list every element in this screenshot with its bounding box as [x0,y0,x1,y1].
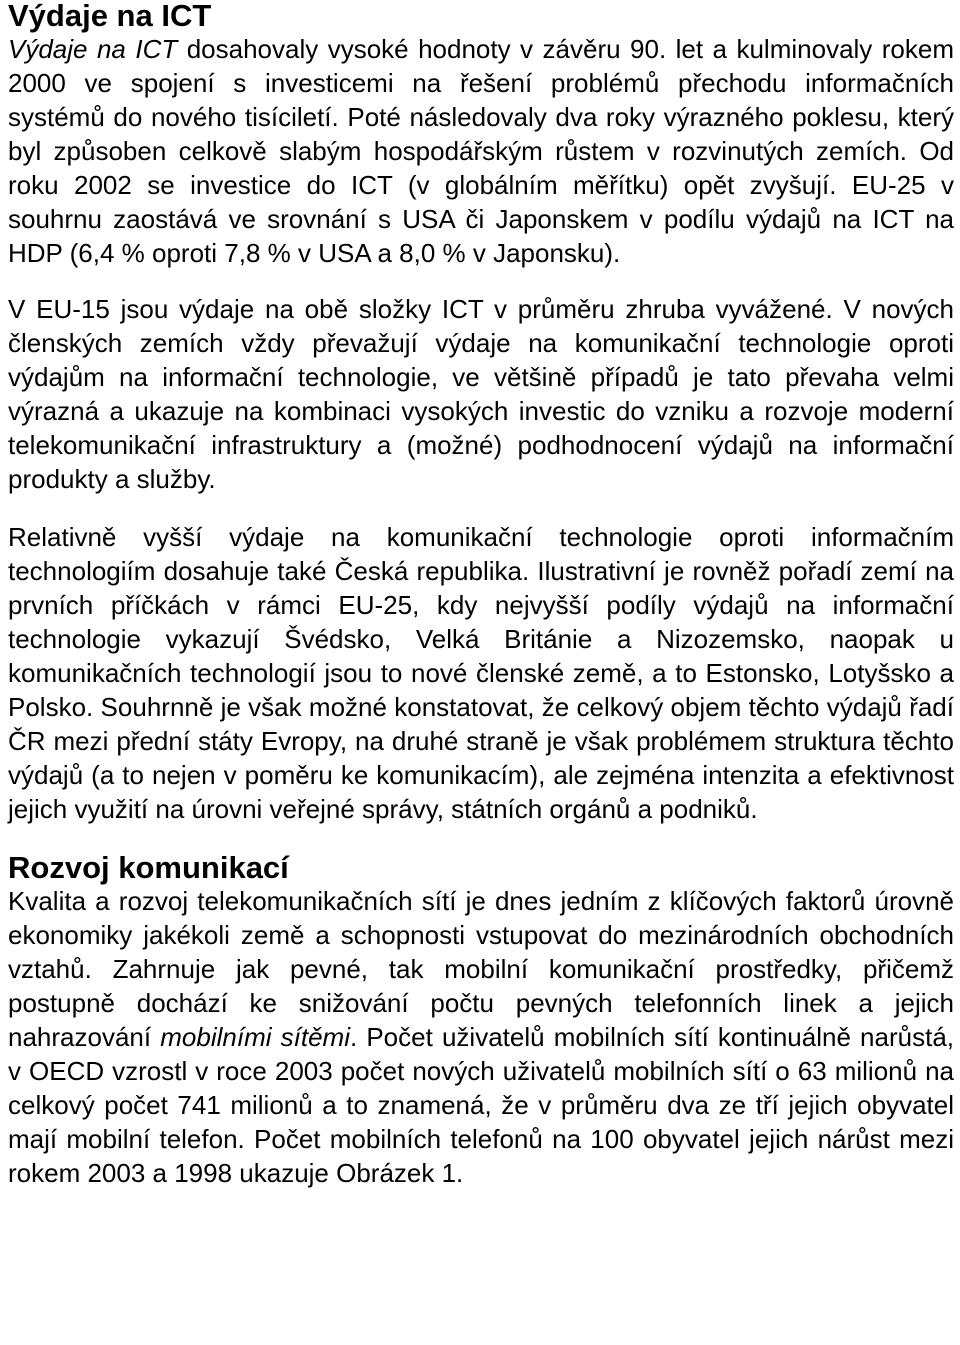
paragraph-czech-republic: Relativně vyšší výdaje na komunikační technologie oproti informačním technologiím dosahuje také Česká republika. Ilustrativní je rovněž pořadí zemí na prvních příčkách v rámci EU-25, kdy nejvyšší podíly výdajů na informační technologie vykazují Švédsko, Velká Británie a Nizozemsko, naopak u komunikačních technologií jsou to nové členské země, a to Estonsko, Lotyšsko a Polsko. Souhrnně je však možné konstatovat, že celkový objem těchto výdajů řadí ČR mezi přední státy Evropy, na druhé straně je však problémem struktura těchto výdajů (a to nejen v poměru ke komunikacím), ale zejména intenzita a efektivnost jejich využití na úrovni veřejné správy, státních orgánů a podniků. [8,522,954,824]
section-heading-ict-expenditure: Výdaje na ICT [8,0,212,33]
paragraph-ict-expenditure-intro [8,32,954,270]
italic-term-mobile-networks: mobilními sítěmi [160,1022,350,1052]
paragraph-text: Kvalita a rozvoj telekomunikačních sítí je dnes jedním z klíčových faktorů úrovně ekonomiky jakékoli země a schopnosti vstupovat do mezinárodních obchodních vztahů. Zahrnuje jak pevné, tak mobilní komunikační prostředky, přičemž postupně dochází ke snižování počtu pevných telefonních linek a jejich nahrazování [8,886,954,1052]
italic-term-ict-expenditure: Výdaje na ICT [8,34,178,64]
paragraph-telecom-networks [8,884,954,1190]
paragraph-text: . Počet uživatelů mobilních sítí kontinuálně narůstá, v OECD vzrostl v roce 2003 počet nových uživatelů mobilních sítí o 63 milionů na celkový počet 741 milionů a to znamená, že v průměru dva ze tří jejich obyvatel mají mobilní telefon. Počet mobilních telefonů na 100 obyvatel jejich nárůst mezi rokem 2003 a 1998 ukazuje Obrázek 1. [8,1022,954,1188]
paragraph-text: dosahovaly vysoké hodnoty v závěru 90. let a kulminovaly rokem 2000 ve spojení s investicemi na řešení problémů přechodu informačních systémů do nového tisíciletí. Poté následovaly dva roky výrazného poklesu, který byl způsoben celkově slabým hospodářským růstem v rozvinutých zemích. Od roku 2002 se investice do ICT (v globálním měřítku) opět zvyšují. EU-25 v souhrnu zaostává ve srovnání s USA či Japonskem v podílu výdajů na ICT na HDP (6,4 % oproti 7,8 % v USA a 8,0 % v Japonsku). [8,34,954,268]
paragraph-eu15-balance: V EU-15 jsou výdaje na obě složky ICT v průměru zhruba vyvážené. V nových členských zemích vždy převažují výdaje na komunikační technologie oproti výdajům na informační technologie, ve většině případů je tato převaha velmi výrazná a ukazuje na kombinaci vysokých investic do vzniku a rozvoje moderní telekomunikační infrastruktury a (možné) podhodnocení výdajů na informační produkty a služby. [8,294,954,494]
section-heading-communications: Rozvoj komunikací [8,850,289,885]
